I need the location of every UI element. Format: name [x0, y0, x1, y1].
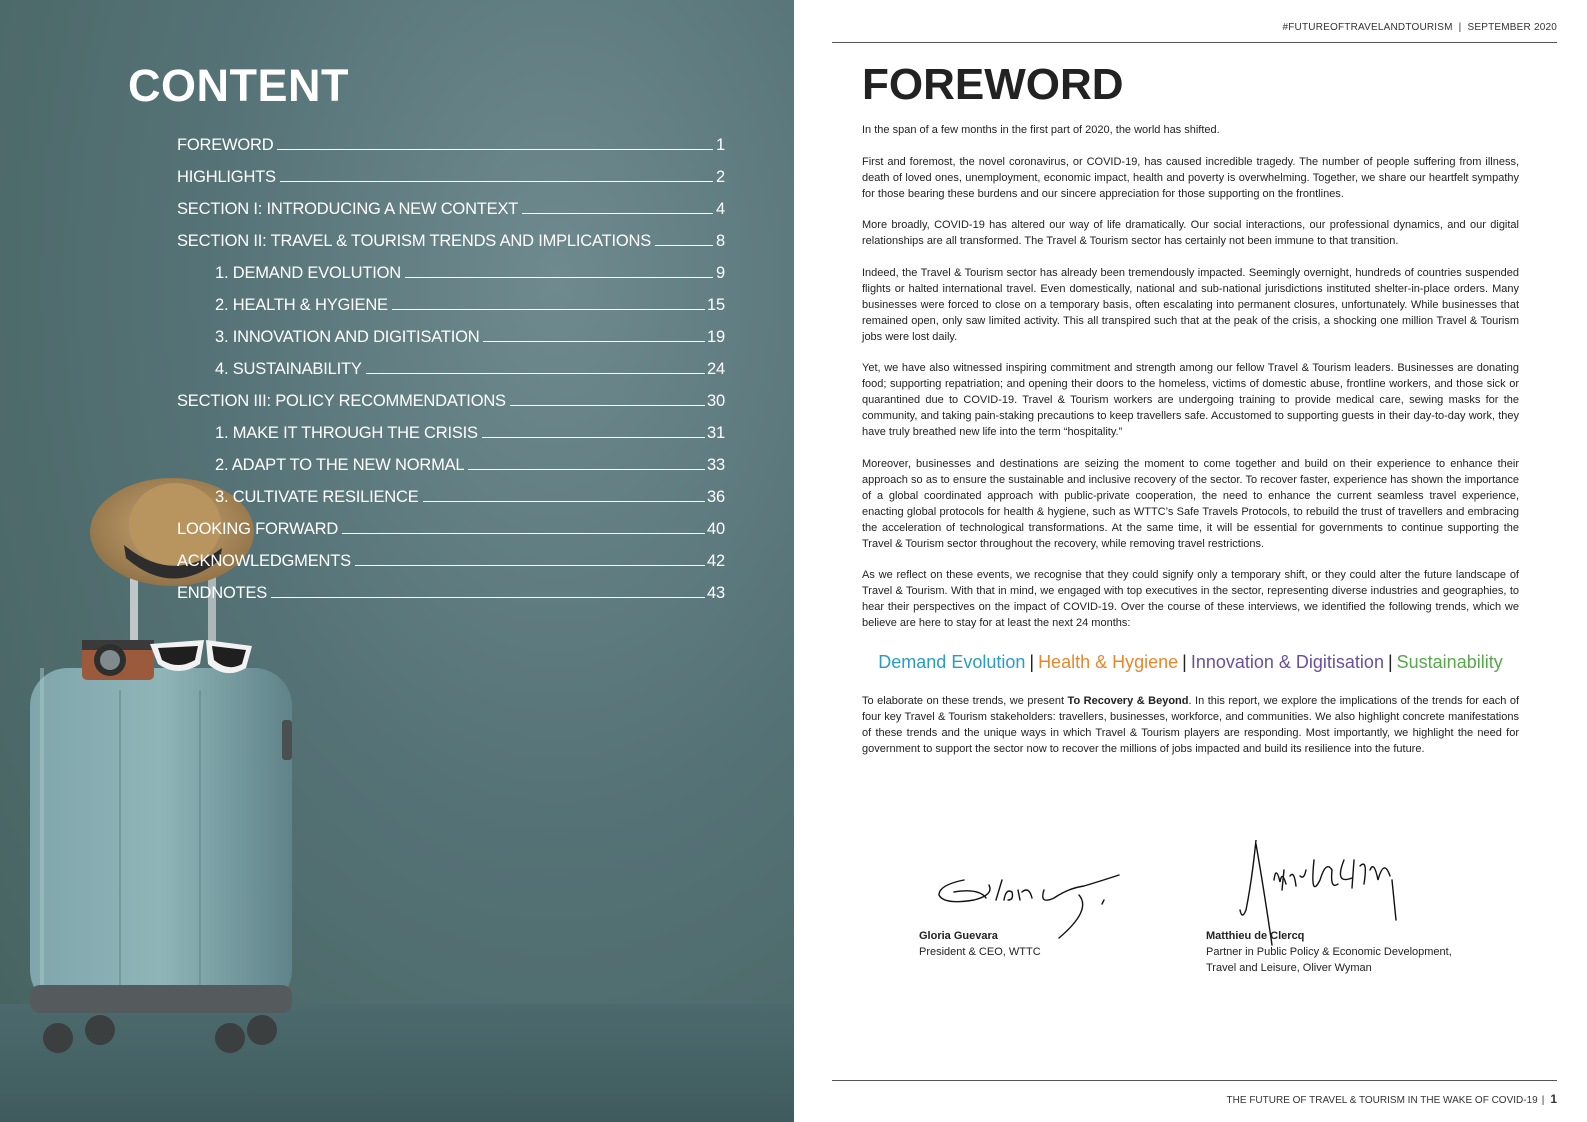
report-title: To Recovery & Beyond [1067, 695, 1189, 707]
table-of-contents [177, 124, 725, 604]
toc-leader [522, 213, 713, 214]
camera [82, 640, 154, 680]
toc-item[interactable] [177, 540, 725, 572]
header-hashtag: #FUTUREOFTRAVELANDTOURISM [1282, 22, 1453, 33]
paragraph: First and foremost, the novel coronavirus, or COVID-19, has caused incredible tragedy. The number of people suffering from illness, death of loved ones, unemployment, economic impact, health and poverty is overwhelming. Together, we share our heartfelt sympathy for those bearing these burdens and our sincere appreciation for those supporting on the frontlines. [862, 155, 1519, 200]
toc-label: ENDNOTES [177, 584, 268, 602]
toc-leader [277, 149, 713, 150]
toc-subitem[interactable] [215, 316, 725, 348]
toc-page: 9 [716, 264, 725, 282]
paragraph: As we reflect on these events, we recognise that they could signify only a temporary shift, or they could alter the future landscape of Travel & Tourism. With that in mind, we engaged with top executives in the sector, representing diverse industries and geographies, to hear their perspectives on the impact of COVID-19. Over the course of these interviews, we identified the following trends, which we believe are here to stay for at least the next 24 months: [862, 569, 1519, 629]
toc-item[interactable] [177, 124, 725, 156]
signatory-role: Travel and Leisure, Oliver Wyman [1206, 962, 1372, 974]
foreword-body [862, 122, 1519, 647]
signatory-role: Partner in Public Policy & Economic Development, [1206, 946, 1452, 958]
signatory-1 [919, 928, 1041, 960]
signatory-name: Gloria Guevara [919, 930, 998, 942]
header-date: SEPTEMBER 2020 [1467, 22, 1557, 33]
toc-page: 33 [707, 456, 725, 474]
toc-page: 1 [716, 136, 725, 154]
trend-health-hygiene: Health & Hygiene [1038, 652, 1179, 672]
toc-leader [423, 501, 706, 502]
toc-page: 15 [707, 296, 725, 314]
paragraph: In the span of a few months in the first part of 2020, the world has shifted. [862, 124, 1220, 136]
toc-item[interactable] [177, 380, 725, 412]
trend-sustainability: Sustainability [1396, 652, 1503, 672]
paragraph: Yet, we have also witnessed inspiring commitment and strength among our fellow Travel & Tourism leaders. Businesses are donating food; supporting repatriation; and opening their doors to the homeless, victims of domestic abuse, frontline workers, and those sick or quarantined due to COVID-19. Travel & Tourism workers are undergoing training to provide medical care, sewing masks for the community, and taking pain-staking precautions to keep travellers safe. Accustomed to supporting guests in their day-to-day work, they have truly breathed new life into the term “hospitality.” [862, 362, 1519, 438]
toc-label: 3. INNOVATION AND DIGITISATION [215, 328, 480, 346]
toc-leader [468, 469, 705, 470]
closing-rest: . In this report, we explore the implications of the trends for each of four key Travel & Tourism stakeholders: travellers, businesses, workforce, and communities. We also highlight concrete manifestations of these trends and the unique ways in which Travel & Tourism players are responding. Most importantly, we highlight the need for government to support the sector now to recover the millions of jobs impacted and build its resilience into the future. [862, 695, 1519, 755]
trends-line [862, 652, 1519, 673]
toc-item[interactable] [177, 220, 725, 252]
trend-separator: | [1182, 652, 1187, 672]
paragraph: Moreover, businesses and destinations are seizing the moment to come together and build on their experience to enhance their approach so as to ensure the sustainable and inclusive recovery of the sector. To recover faster, experience has shown the importance of a global coordinated approach with public-private cooperation, the need to enhance the current seamless travel experience, enacting global protocols for health & hygiene, such as WTTC’s Safe Travels Protocols, to rebuild the trust of travellers and embracing the acceleration of technological transformations. At the same time, it will be essential for governments to continue supporting the Travel & Tourism sector throughout the recovery, while removing travel restrictions. [862, 457, 1519, 550]
toc-page: 43 [707, 584, 725, 602]
toc-label: FOREWORD [177, 136, 274, 154]
trend-separator: | [1387, 652, 1393, 672]
toc-page: 36 [707, 488, 725, 506]
trend-separator: | [1029, 652, 1035, 672]
closing-paragraph [862, 693, 1519, 757]
toc-leader [366, 373, 705, 374]
signatory-2 [1206, 928, 1452, 976]
toc-subitem[interactable] [215, 412, 725, 444]
toc-subitem[interactable] [215, 444, 725, 476]
toc-label: 2. ADAPT TO THE NEW NORMAL [215, 456, 465, 474]
page-number: 1 [1550, 1092, 1557, 1106]
contents-title: CONTENT [128, 60, 349, 111]
signature-gloria-guevara [934, 850, 1144, 940]
toc-label: 3. CULTIVATE RESILIENCE [215, 488, 419, 506]
toc-leader [271, 597, 705, 598]
toc-subitem[interactable] [215, 284, 725, 316]
toc-leader [655, 245, 713, 246]
toc-leader [392, 309, 705, 310]
footer-title: THE FUTURE OF TRAVEL & TOURISM IN THE WAKE OF COVID-19 [1226, 1095, 1538, 1106]
closing-intro: To elaborate on these trends, we present [862, 695, 1068, 707]
toc-page: 4 [716, 200, 725, 218]
toc-subitem[interactable] [215, 476, 725, 508]
trend-demand-evolution: Demand Evolution [878, 652, 1026, 672]
toc-page: 2 [716, 168, 725, 186]
paragraph: More broadly, COVID-19 has altered our way of life dramatically. Our social interactions, our professional dynamics, and our digital relationships are all transformed. The Travel & Tourism sector has certainly not been immune to that transition. [862, 219, 1519, 247]
footer-rule [832, 1080, 1557, 1081]
toc-item[interactable] [177, 188, 725, 220]
toc-item[interactable] [177, 508, 725, 540]
toc-item[interactable] [177, 156, 725, 188]
toc-leader [483, 341, 705, 342]
toc-label: ACKNOWLEDGMENTS [177, 552, 351, 570]
toc-page: 31 [707, 424, 725, 442]
signatory-role: President & CEO, WTTC [919, 946, 1041, 958]
header-rule [832, 42, 1557, 43]
foreword-title: FOREWORD [862, 60, 1124, 109]
toc-subitem[interactable] [215, 252, 725, 284]
toc-page: 8 [716, 232, 725, 250]
toc-label: 1. DEMAND EVOLUTION [215, 264, 401, 282]
trend-innovation-digitisation: Innovation & Digitisation [1190, 652, 1384, 672]
foreword-page [794, 0, 1587, 1122]
toc-label: 4. SUSTAINABILITY [215, 360, 362, 378]
toc-label: SECTION II: TRAVEL & TOURISM TRENDS AND IMPLICATIONS [177, 232, 651, 250]
toc-page: 19 [707, 328, 725, 346]
footer-separator: | [1541, 1095, 1545, 1106]
toc-label: SECTION I: INTRODUCING A NEW CONTEXT [177, 200, 519, 218]
toc-page: 40 [707, 520, 725, 538]
toc-label: LOOKING FORWARD [177, 520, 339, 538]
toc-subitem[interactable] [215, 348, 725, 380]
toc-leader [405, 277, 713, 278]
toc-leader [280, 181, 713, 182]
wheels [43, 1015, 277, 1053]
toc-page: 24 [707, 360, 725, 378]
toc-label: 1. MAKE IT THROUGH THE CRISIS [215, 424, 478, 442]
signatory-name: Matthieu de Clercq [1206, 930, 1305, 942]
suitcase-body [30, 668, 292, 1008]
toc-page: 42 [707, 552, 725, 570]
toc-page: 30 [707, 392, 725, 410]
toc-label: SECTION III: POLICY RECOMMENDATIONS [177, 392, 506, 410]
header-separator: | [1458, 22, 1462, 33]
toc-leader [355, 565, 705, 566]
paragraph: Indeed, the Travel & Tourism sector has already been tremendously impacted. Seemingly overnight, hundreds of countries suspended flights or halted international travel. Even domestically, national and sub-national jurisdictions instituted shelter-in-place orders. Many businesses were forced to close on a temporary basis, often escalating into permanent closures, unfortunately. While businesses that remained open, only saw limited activity. This all transpired such that at the peak of the crisis, a shocking one million Travel & Tourism jobs were lost daily. [862, 266, 1519, 343]
toc-label: 2. HEALTH & HYGIENE [215, 296, 388, 314]
toc-item[interactable] [177, 572, 725, 604]
page-header [794, 22, 1557, 33]
toc-leader [482, 437, 705, 438]
toc-leader [510, 405, 705, 406]
toc-leader [342, 533, 705, 534]
toc-label: HIGHLIGHTS [177, 168, 276, 186]
page-footer [1227, 1092, 1557, 1106]
